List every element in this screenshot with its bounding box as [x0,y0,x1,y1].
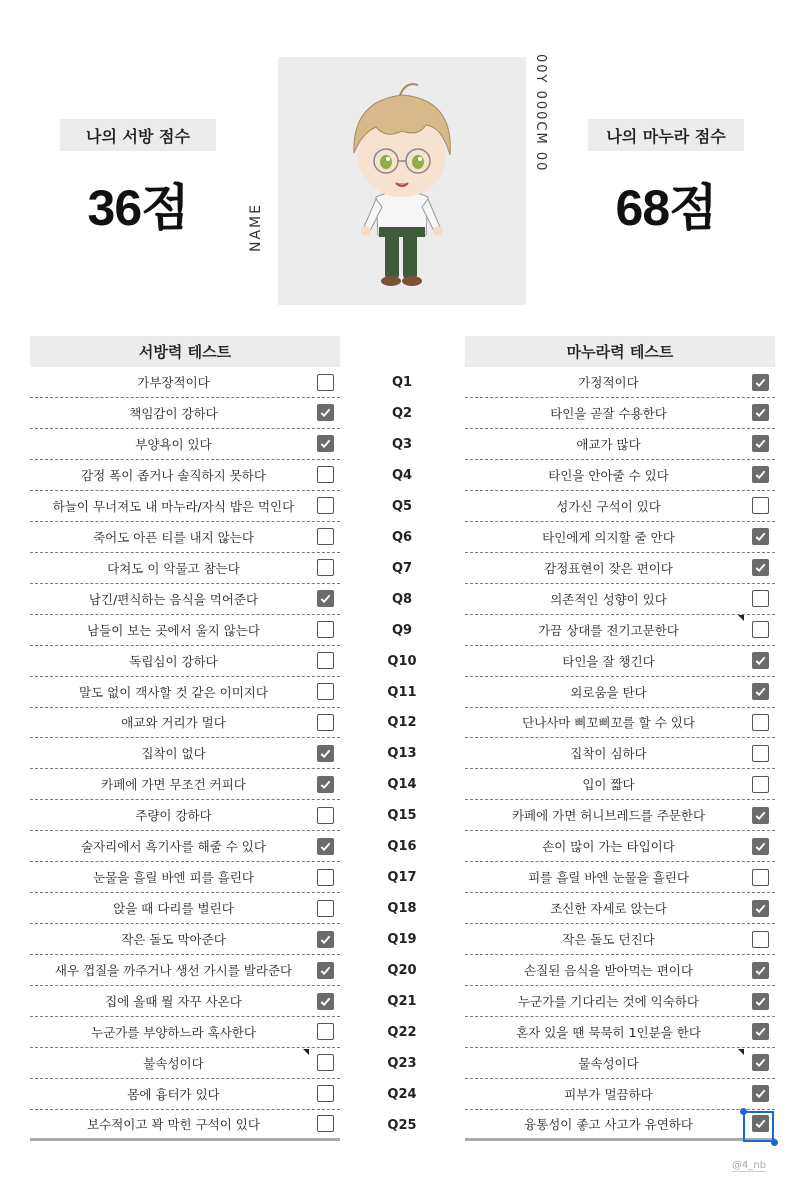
question-checkbox[interactable] [317,962,334,979]
husband-question-row [30,522,340,553]
wife-test-header: 마누라력 테스트 [465,336,775,367]
corner-marker [738,1049,744,1055]
husband-question-row [30,1048,340,1079]
question-checkbox[interactable] [752,1023,769,1040]
question-checkbox[interactable] [317,1085,334,1102]
question-checkbox[interactable] [752,652,769,669]
husband-question-row [30,831,340,862]
question-number: Q10 [387,653,417,669]
question-text: 카페에 가면 허니브레드를 주문한다 [511,808,706,824]
wife-question-row [465,491,775,522]
wife-question-row [465,1079,775,1110]
question-text: 타인을 곧잘 수용한다 [550,405,667,421]
husband-question-row [30,1110,340,1141]
question-text: 애교와 거리가 멀다 [121,715,226,731]
question-text: 가부장적이다 [137,375,210,390]
question-text: 물속성이다 [578,1055,639,1071]
question-text: 외로움을 탄다 [570,684,647,700]
question-number: Q11 [387,684,417,700]
husband-question-row [30,738,340,769]
wife-question-row [465,677,775,708]
question-number: Q24 [387,1086,417,1102]
question-checkbox[interactable] [752,683,769,700]
question-text: 감정표현이 잦은 편이다 [544,560,673,576]
wife-question-row [465,460,775,491]
question-checkbox[interactable] [317,1023,334,1040]
question-number: Q1 [391,375,413,390]
question-text: 말도 없이 객사할 것 같은 이미지다 [79,684,268,700]
question-text: 조신한 자세로 앉는다 [550,901,667,917]
husband-question-row [30,677,340,708]
question-number: Q25 [387,1117,417,1133]
question-checkbox[interactable] [752,559,769,576]
husband-question-row [30,429,340,460]
question-checkbox[interactable] [752,807,769,824]
question-text: 몸에 흉터가 있다 [127,1086,220,1102]
question-number: Q6 [391,529,413,545]
wife-question-row [465,1017,775,1048]
wife-question-row [465,429,775,460]
question-text: 새우 껍질을 까주거나 생선 가시를 발라준다 [54,963,293,979]
husband-question-row [30,646,340,677]
question-checkbox[interactable] [752,435,769,452]
question-text: 애교가 많다 [576,436,641,452]
question-text: 주량이 강하다 [135,808,212,824]
question-text: 타인에게 의지할 줄 안다 [542,529,675,545]
wife-question-row [465,955,775,986]
question-text: 감정 폭이 좁거나 솔직하지 못하다 [81,467,266,483]
wife-question-row [465,553,775,584]
question-checkbox[interactable] [317,714,334,731]
question-text: 카페에 가면 무조건 커피다 [101,777,246,793]
question-checkbox[interactable] [317,807,334,824]
wife-question-row [465,1048,775,1079]
husband-question-row [30,955,340,986]
question-checkbox[interactable] [317,683,334,700]
wife-question-row [465,986,775,1017]
question-checkbox[interactable] [752,838,769,855]
question-number: Q23 [387,1055,417,1071]
husband-question-row [30,491,340,522]
husband-question-row [30,367,340,398]
question-text: 집착이 없다 [141,746,206,762]
question-text: 집에 올때 뭘 자꾸 사온다 [105,994,242,1009]
question-checkbox[interactable] [752,466,769,483]
husband-question-row [30,460,340,491]
question-number: Q5 [391,498,413,514]
question-text: 단나사마 삐꼬삐꼬를 할 수 있다 [522,715,695,731]
question-text: 융통성이 좋고 사고가 유연하다 [524,1116,693,1132]
question-text: 손이 많이 가는 타입이다 [542,839,675,855]
question-checkbox[interactable] [317,374,334,391]
question-checkbox[interactable] [317,776,334,793]
question-checkbox[interactable] [317,435,334,452]
wife-score-label: 나의 마누라 점수 [588,119,744,151]
question-checkbox[interactable] [317,466,334,483]
question-checkbox[interactable] [752,745,769,762]
question-text: 불속성이다 [143,1055,204,1071]
wife-question-row [465,584,775,615]
corner-marker [738,615,744,621]
husband-question-row [30,584,340,615]
question-checkbox[interactable] [317,993,334,1010]
husband-score-label: 나의 서방 점수 [60,119,216,151]
question-checkbox[interactable] [752,497,769,514]
husband-question-row [30,924,340,955]
question-text: 남긴/편식하는 음식을 먹어준다 [88,591,259,607]
question-number: Q21 [387,994,417,1009]
question-checkbox[interactable] [752,962,769,979]
question-checkbox[interactable] [317,745,334,762]
question-checkbox[interactable] [752,714,769,731]
question-number: Q2 [391,405,413,421]
question-checkbox[interactable] [752,900,769,917]
question-number: Q15 [387,808,417,824]
question-text: 가정적이다 [578,375,639,390]
question-checkbox[interactable] [317,1054,334,1071]
wife-question-row [465,522,775,553]
question-number: Q9 [391,622,413,638]
wife-question-row [465,707,775,738]
husband-question-row [30,1079,340,1110]
question-checkbox[interactable] [317,404,334,421]
question-checkbox[interactable] [317,559,334,576]
question-number: Q4 [391,467,413,483]
question-text: 눈물을 흘릴 바엔 피를 흘린다 [93,870,254,886]
question-text: 부양욕이 있다 [135,436,212,452]
husband-question-row [30,707,340,738]
question-text: 남들이 보는 곳에서 울지 않는다 [87,622,260,638]
question-number: Q13 [387,746,417,762]
husband-question-row [30,553,340,584]
question-text: 작은 돌도 막아준다 [121,932,226,948]
question-number: Q12 [387,715,417,731]
wife-question-row [465,398,775,429]
wife-question-row [465,769,775,800]
husband-question-row [30,986,340,1017]
question-number: Q16 [387,839,417,855]
question-text: 술자리에서 흑기사를 해줄 수 있다 [81,839,266,855]
question-checkbox[interactable] [752,1054,769,1071]
question-text: 독립심이 강하다 [129,653,218,669]
question-number: Q8 [391,591,413,607]
wife-question-row [465,893,775,924]
wife-question-row [465,831,775,862]
question-checkbox[interactable] [317,869,334,886]
question-text: 보수적이고 꽉 막힌 구석이 있다 [87,1116,260,1132]
question-number: Q3 [391,436,413,452]
question-checkbox[interactable] [752,528,769,545]
name-vertical-label: NAME [248,203,264,252]
question-checkbox[interactable] [317,931,334,948]
question-checkbox[interactable] [317,652,334,669]
question-text: 의존적인 성향이 있다 [550,591,667,607]
husband-score-value: 36점 [87,180,189,236]
question-number: Q22 [387,1024,417,1040]
question-number: Q19 [387,932,417,948]
question-number: Q17 [387,870,417,886]
wife-question-row [465,800,775,831]
husband-question-row [30,1017,340,1048]
question-checkbox[interactable] [317,528,334,545]
question-text: 타인을 잘 챙긴다 [562,653,655,669]
wife-score-value: 68점 [615,180,717,236]
husband-test-header: 서방력 테스트 [30,336,340,367]
question-text: 책임감이 강하다 [129,405,218,421]
question-checkbox[interactable] [317,1115,334,1132]
character-photo [278,57,526,305]
husband-question-row [30,800,340,831]
question-checkbox[interactable] [752,590,769,607]
selection-handle[interactable] [740,1108,747,1115]
wife-question-row [465,924,775,955]
question-text: 성가신 구석이 있다 [556,498,661,514]
question-text: 다쳐도 이 악물고 참는다 [107,560,240,576]
character-illustration [278,57,526,305]
husband-question-row [30,615,340,646]
question-text: 하늘이 무너져도 내 마누라/자식 밥은 먹인다 [52,498,295,514]
question-number: Q14 [387,777,417,793]
watermark: @4_nb [732,1160,767,1171]
question-text: 혼자 있을 땐 묵묵히 1인분을 한다 [516,1024,701,1040]
question-text: 집착이 심하다 [570,746,647,762]
question-checkbox[interactable] [752,869,769,886]
question-checkbox[interactable] [752,931,769,948]
question-checkbox[interactable] [317,497,334,514]
corner-marker [303,1049,309,1055]
question-checkbox[interactable] [752,621,769,638]
question-text: 피부가 멀끔하다 [564,1086,653,1102]
question-checkbox[interactable] [317,621,334,638]
wife-question-row [465,738,775,769]
selection-handle[interactable] [771,1139,778,1146]
question-text: 죽어도 아픈 티를 내지 않는다 [93,529,254,545]
wife-question-row [465,615,775,646]
question-text: 작은 돌도 던진다 [562,932,655,948]
question-text: 피를 흘릴 바엔 눈물을 흘린다 [528,870,689,886]
question-checkbox[interactable] [752,776,769,793]
question-text: 입이 짧다 [582,777,635,793]
husband-question-row [30,862,340,893]
question-text: 손질된 음식을 받아먹는 편이다 [524,963,693,979]
wife-question-row [465,367,775,398]
question-checkbox[interactable] [752,993,769,1010]
question-text: 가끔 상대를 전기고문한다 [538,622,679,638]
wife-question-row [465,862,775,893]
husband-question-row [30,769,340,800]
wife-question-row [465,646,775,677]
question-number: Q7 [391,560,413,576]
question-text: 타인을 안아줄 수 있다 [548,467,669,483]
question-checkbox[interactable] [752,404,769,421]
husband-question-row [30,398,340,429]
selection-box[interactable] [743,1111,774,1142]
size-vertical-label: 00Y 000CM 00 [533,54,548,173]
question-checkbox[interactable] [317,590,334,607]
wife-question-row [465,1110,775,1141]
question-checkbox[interactable] [752,1085,769,1102]
question-number: Q20 [387,963,417,979]
husband-question-row [30,893,340,924]
question-text: 누군가를 기다리는 것에 익숙하다 [518,994,699,1009]
question-checkbox[interactable] [317,838,334,855]
question-checkbox[interactable] [317,900,334,917]
question-text: 앉을 때 다리를 벌린다 [113,901,234,917]
question-checkbox[interactable] [752,374,769,391]
question-text: 누군가를 부양하느라 혹사한다 [91,1024,256,1040]
question-number: Q18 [387,901,417,917]
